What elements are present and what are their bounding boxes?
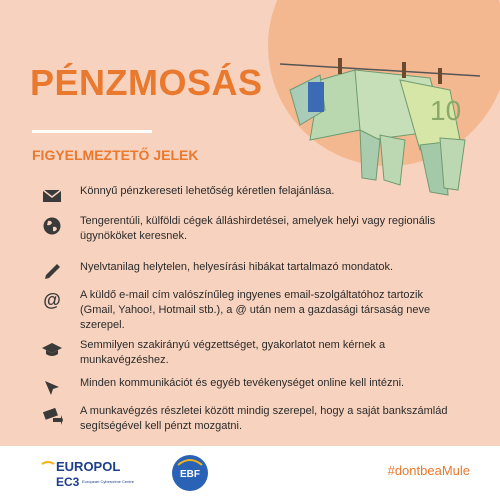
envelope-icon	[40, 184, 64, 208]
banknote-donkey-illustration	[280, 30, 480, 200]
ebf-logo	[168, 451, 218, 495]
cursor-icon	[40, 376, 64, 400]
warning-text: A munkavégzés részletei között mindig szerepel, hogy a saját bankszámlád segítségével kell pénzt mozgatni.	[80, 405, 448, 432]
europol-ec3-logo	[40, 458, 160, 492]
footer	[0, 446, 500, 500]
warning-item	[40, 214, 460, 244]
warning-text: Könnyű pénzkereseti lehetőség kéretlen felajánlása.	[80, 185, 335, 197]
at-sign-icon	[40, 288, 64, 312]
warning-item	[40, 184, 460, 208]
campaign-hashtag: #dontbeaMule	[387, 463, 470, 478]
warning-item	[40, 288, 460, 333]
graduation-cap-icon	[40, 338, 64, 362]
title-divider	[32, 130, 152, 133]
page-title: PÉNZMOSÁS	[30, 62, 263, 103]
money-transfer-icon	[40, 404, 64, 428]
warning-text: Minden kommunikációt és egyéb tevékenységet online kell intézni.	[80, 377, 405, 389]
warning-text: A küldő e-mail cím valószínűleg ingyenes email-szolgáltatóhoz tartozik (Gmail, Yahoo!, Hotmail stb.), a @ után nem a gazdasági társaság neve szerepel.	[80, 289, 431, 331]
warning-item	[40, 260, 460, 284]
warning-text: Tengerentúli, külföldi cégek álláshirdetései, amelyek helyi vagy regionális ügynököket keresnek.	[80, 215, 436, 242]
pen-icon	[40, 260, 64, 284]
svg-text:10: 10	[430, 95, 462, 126]
warning-text: Semmilyen szakirányú végzettséget, gyakorlatot nem kérnek a munkavégzéshez.	[80, 339, 386, 366]
ec3-wordmark: EC3	[56, 475, 80, 489]
warning-text: Nyelvtanilag helytelen, helyesírási hibákat tartalmazó mondatok.	[80, 261, 394, 273]
europol-wordmark: EUROPOL	[56, 459, 121, 474]
warning-item	[40, 338, 460, 368]
section-subtitle: FIGYELMEZTETŐ JELEK	[32, 147, 199, 163]
warning-item	[40, 376, 460, 400]
ebf-wordmark: EBF	[180, 469, 200, 480]
globe-icon	[40, 214, 64, 238]
svg-text:@: @	[43, 290, 61, 310]
warning-item	[40, 404, 460, 434]
ec3-subtitle: European Cybercrime Centre	[82, 479, 135, 484]
